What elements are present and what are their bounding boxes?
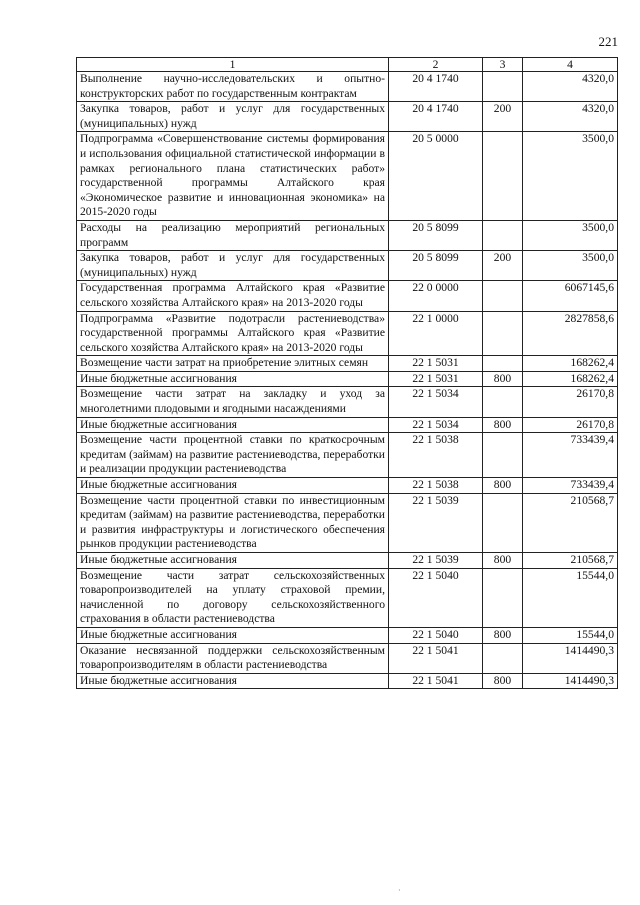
row-code-cell: 22 1 5038 bbox=[389, 433, 483, 478]
row-expense-type-cell: 800 bbox=[483, 553, 523, 569]
row-code-cell: 20 5 8099 bbox=[389, 251, 483, 281]
row-name-cell: Расходы на реализацию мероприятий региональных программ bbox=[77, 220, 389, 250]
row-name-cell: Иные бюджетные ассигнования bbox=[77, 627, 389, 643]
column-header-3: 3 bbox=[483, 58, 523, 72]
row-amount-cell: 210568,7 bbox=[523, 493, 618, 552]
row-expense-type-cell bbox=[483, 433, 523, 478]
row-code-cell: 20 5 0000 bbox=[389, 132, 483, 221]
table-body bbox=[77, 72, 618, 689]
table-row bbox=[77, 643, 618, 673]
row-expense-type-cell: 800 bbox=[483, 478, 523, 494]
row-expense-type-cell: 800 bbox=[483, 673, 523, 689]
row-expense-type-cell bbox=[483, 72, 523, 102]
row-name-cell: Иные бюджетные ассигнования bbox=[77, 478, 389, 494]
row-amount-cell: 168262,4 bbox=[523, 371, 618, 387]
row-name-cell: Иные бюджетные ассигнования bbox=[77, 371, 389, 387]
row-expense-type-cell: 200 bbox=[483, 102, 523, 132]
row-code-cell: 22 1 5040 bbox=[389, 568, 483, 627]
table-row bbox=[77, 356, 618, 372]
row-name-cell: Возмещение части процентной ставки по инвестиционным кредитам (займам) на развитие растениеводства, переработки и развития инфраструктуры и логистического обеспечения рынков продукции растениеводства bbox=[77, 493, 389, 552]
table-row bbox=[77, 281, 618, 311]
column-header-2: 2 bbox=[389, 58, 483, 72]
row-amount-cell: 210568,7 bbox=[523, 553, 618, 569]
table-row bbox=[77, 102, 618, 132]
page-number: 221 bbox=[598, 34, 618, 49]
table-row bbox=[77, 553, 618, 569]
row-code-cell: 20 4 1740 bbox=[389, 72, 483, 102]
row-amount-cell: 15544,0 bbox=[523, 568, 618, 627]
row-code-cell: 20 4 1740 bbox=[389, 102, 483, 132]
row-expense-type-cell bbox=[483, 281, 523, 311]
footer-mark: · bbox=[398, 886, 401, 895]
row-expense-type-cell bbox=[483, 493, 523, 552]
table-row bbox=[77, 433, 618, 478]
budget-table bbox=[76, 57, 618, 689]
row-code-cell: 22 1 5041 bbox=[389, 643, 483, 673]
row-name-cell: Иные бюджетные ассигнования bbox=[77, 417, 389, 433]
row-expense-type-cell: 800 bbox=[483, 417, 523, 433]
row-amount-cell: 733439,4 bbox=[523, 478, 618, 494]
row-amount-cell: 3500,0 bbox=[523, 220, 618, 250]
table-row bbox=[77, 478, 618, 494]
row-amount-cell: 26170,8 bbox=[523, 417, 618, 433]
column-header-1: 1 bbox=[77, 58, 389, 72]
row-name-cell: Иные бюджетные ассигнования bbox=[77, 553, 389, 569]
table-row bbox=[77, 72, 618, 102]
row-name-cell: Возмещение части затрат на закладку и уход за многолетними плодовыми и ягодными насаждениями bbox=[77, 387, 389, 417]
row-code-cell: 22 1 5031 bbox=[389, 356, 483, 372]
row-amount-cell: 733439,4 bbox=[523, 433, 618, 478]
row-amount-cell: 6067145,6 bbox=[523, 281, 618, 311]
row-name-cell: Государственная программа Алтайского края «Развитие сельского хозяйства Алтайского края» на 2013-2020 годы bbox=[77, 281, 389, 311]
table-row bbox=[77, 132, 618, 221]
row-name-cell: Подпрограмма «Развитие подотрасли растениеводства» государственной программы Алтайского края «Развитие сельского хозяйства Алтайского края» на 2013-2020 годы bbox=[77, 311, 389, 356]
row-code-cell: 22 1 5039 bbox=[389, 493, 483, 552]
row-name-cell: Закупка товаров, работ и услуг для государственных (муниципальных) нужд bbox=[77, 102, 389, 132]
row-name-cell: Возмещение части затрат сельскохозяйственных товаропроизводителей на уплату страховой премии, начисленной по договору сельскохозяйственного страхования в области растениеводства bbox=[77, 568, 389, 627]
row-code-cell: 22 1 0000 bbox=[389, 311, 483, 356]
row-name-cell: Возмещение части процентной ставки по краткосрочным кредитам (займам) на развитие растениеводства, переработки и реализации продукции растениеводства bbox=[77, 433, 389, 478]
row-amount-cell: 168262,4 bbox=[523, 356, 618, 372]
row-expense-type-cell bbox=[483, 568, 523, 627]
row-code-cell: 22 1 5038 bbox=[389, 478, 483, 494]
row-amount-cell: 2827858,6 bbox=[523, 311, 618, 356]
row-amount-cell: 1414490,3 bbox=[523, 643, 618, 673]
row-code-cell: 20 5 8099 bbox=[389, 220, 483, 250]
table-row bbox=[77, 220, 618, 250]
row-expense-type-cell bbox=[483, 132, 523, 221]
row-name-cell: Подпрограмма «Совершенствование системы формирования и использования официальной статистической информации в рамках регионального плана статистических работ» государственной программы Алтайского края «Экономическое развитие и инновационная экономика» на 2015-2020 годы bbox=[77, 132, 389, 221]
row-name-cell: Выполнение научно-исследовательских и опытно-конструкторских работ по государственным контрактам bbox=[77, 72, 389, 102]
row-amount-cell: 3500,0 bbox=[523, 251, 618, 281]
table-row bbox=[77, 387, 618, 417]
table-row bbox=[77, 417, 618, 433]
row-expense-type-cell bbox=[483, 356, 523, 372]
row-name-cell: Возмещение части затрат на приобретение элитных семян bbox=[77, 356, 389, 372]
table-row bbox=[77, 493, 618, 552]
row-amount-cell: 4320,0 bbox=[523, 72, 618, 102]
row-expense-type-cell: 800 bbox=[483, 371, 523, 387]
row-name-cell: Закупка товаров, работ и услуг для государственных (муниципальных) нужд bbox=[77, 251, 389, 281]
row-code-cell: 22 1 5041 bbox=[389, 673, 483, 689]
table-row bbox=[77, 371, 618, 387]
table-row bbox=[77, 627, 618, 643]
table-header-row bbox=[77, 58, 618, 72]
row-expense-type-cell bbox=[483, 311, 523, 356]
table-row bbox=[77, 251, 618, 281]
table-row bbox=[77, 568, 618, 627]
row-amount-cell: 3500,0 bbox=[523, 132, 618, 221]
column-header-4: 4 bbox=[523, 58, 618, 72]
row-code-cell: 22 1 5031 bbox=[389, 371, 483, 387]
row-code-cell: 22 0 0000 bbox=[389, 281, 483, 311]
row-amount-cell: 1414490,3 bbox=[523, 673, 618, 689]
row-expense-type-cell bbox=[483, 643, 523, 673]
row-expense-type-cell bbox=[483, 387, 523, 417]
table-row bbox=[77, 311, 618, 356]
row-code-cell: 22 1 5034 bbox=[389, 387, 483, 417]
row-code-cell: 22 1 5040 bbox=[389, 627, 483, 643]
row-name-cell: Оказание несвязанной поддержки сельскохозяйственным товаропроизводителям в области растениеводства bbox=[77, 643, 389, 673]
row-amount-cell: 15544,0 bbox=[523, 627, 618, 643]
row-code-cell: 22 1 5039 bbox=[389, 553, 483, 569]
table-row bbox=[77, 673, 618, 689]
row-expense-type-cell: 800 bbox=[483, 627, 523, 643]
row-amount-cell: 26170,8 bbox=[523, 387, 618, 417]
row-amount-cell: 4320,0 bbox=[523, 102, 618, 132]
row-expense-type-cell: 200 bbox=[483, 251, 523, 281]
row-code-cell: 22 1 5034 bbox=[389, 417, 483, 433]
row-name-cell: Иные бюджетные ассигнования bbox=[77, 673, 389, 689]
row-expense-type-cell bbox=[483, 220, 523, 250]
